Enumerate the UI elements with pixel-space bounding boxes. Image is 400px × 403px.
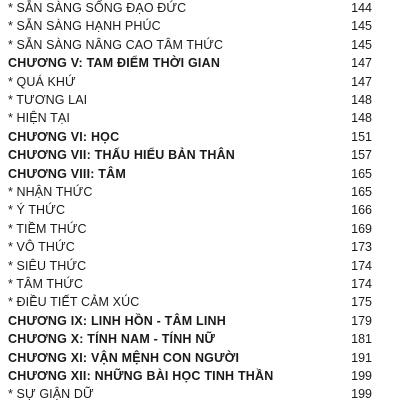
toc-entry xyxy=(8,91,372,109)
toc-entry xyxy=(8,367,372,385)
toc-entry-page: 166 xyxy=(351,203,372,218)
toc-entry-title: CHƯƠNG VI: HỌC xyxy=(8,129,120,144)
toc-entry xyxy=(8,220,372,238)
toc-entry xyxy=(8,349,372,367)
toc-entry-title: CHƯƠNG VIII: TÂM xyxy=(8,166,126,181)
toc-entry-title: * VÔ THỨC xyxy=(8,240,75,255)
toc-entry xyxy=(8,257,372,275)
toc-entry-page: 181 xyxy=(351,332,372,347)
toc-entry xyxy=(8,165,372,183)
toc-entry-page: 151 xyxy=(351,129,372,144)
toc-entry-title: * TƯƠNG LAI xyxy=(8,93,88,107)
toc-entry xyxy=(8,73,372,91)
toc-entry-page: 148 xyxy=(351,111,372,126)
toc-entry-page: 147 xyxy=(351,74,372,89)
toc-entry-page: 191 xyxy=(351,350,372,365)
toc-entry-title: * ĐIỀU TIẾT CẢM XÚC xyxy=(8,295,140,310)
toc-entry-title: * TÂM THỨC xyxy=(8,277,84,291)
toc-entry xyxy=(8,238,372,256)
toc-entry-title: * NHẬN THỨC xyxy=(8,185,93,199)
toc-entry-page: 148 xyxy=(351,93,372,107)
toc-entry-page: 199 xyxy=(351,369,372,383)
toc-entry xyxy=(8,146,372,164)
toc-entry-title: CHƯƠNG XI: VẬN MỆNH CON NGƯỜI xyxy=(8,350,240,365)
toc-entry-title: * SẴN SÀNG NÂNG CAO TÂM THỨC xyxy=(8,37,224,52)
toc-entry xyxy=(8,385,372,403)
toc-entry-title: * SẴN SÀNG SỐNG ĐẠO ĐỨC xyxy=(8,1,187,15)
toc-entry xyxy=(8,17,372,35)
toc-entry-page: 165 xyxy=(351,166,372,181)
toc-entry xyxy=(8,128,372,146)
toc-entry-page: 157 xyxy=(351,148,372,163)
toc-entry-title: * SẴN SÀNG HẠNH PHÚC xyxy=(8,19,161,34)
toc-entry-title: CHƯƠNG XII: NHỮNG BÀI HỌC TINH THẦN xyxy=(8,369,274,383)
toc-entry xyxy=(8,312,372,330)
toc-entry-page: 173 xyxy=(351,240,372,255)
toc-entry-page: 175 xyxy=(351,295,372,310)
toc-entry xyxy=(8,109,372,127)
toc-entry-page: 199 xyxy=(351,387,372,402)
toc-entry-title: * Ý THỨC xyxy=(8,203,66,218)
toc-entry-title: * HIỆN TẠI xyxy=(8,111,70,126)
toc-entry xyxy=(8,183,372,201)
toc-entry xyxy=(8,36,372,54)
toc-entry-page: 145 xyxy=(351,19,372,34)
toc-entry-page: 169 xyxy=(351,221,372,236)
toc-entry-title: CHƯƠNG V: TAM ĐIỂM THỜI GIAN xyxy=(8,56,221,71)
toc-entry xyxy=(8,54,372,72)
toc-entry xyxy=(8,201,372,219)
toc-entry-page: 144 xyxy=(351,1,372,15)
toc-entry-page: 147 xyxy=(351,56,372,71)
toc-entry-page: 145 xyxy=(351,37,372,52)
toc-entry xyxy=(8,0,372,17)
toc-entry-title: CHƯƠNG VII: THẤU HIỂU BẢN THÂN xyxy=(8,148,236,163)
toc-entry-page: 174 xyxy=(351,258,372,273)
toc-entry xyxy=(8,275,372,293)
toc-entry-page: 179 xyxy=(351,313,372,328)
toc-entry-title: * TIỀM THỨC xyxy=(8,221,87,236)
toc-entry xyxy=(8,293,372,311)
toc-entry-page: 174 xyxy=(351,277,372,291)
toc-entry-title: * SỰ GIẬN DỮ xyxy=(8,387,94,402)
toc-entry xyxy=(8,330,372,348)
toc-entry-title: CHƯƠNG IX: LINH HỒN - TÂM LINH xyxy=(8,313,226,328)
toc-entry-title: * SIÊU THỨC xyxy=(8,258,87,273)
toc-entry-page: 165 xyxy=(351,185,372,199)
toc-entry-title: * QUÁ KHỨ xyxy=(8,74,76,89)
toc-entry-title: CHƯƠNG X: TÍNH NAM - TÍNH NỮ xyxy=(8,332,216,347)
